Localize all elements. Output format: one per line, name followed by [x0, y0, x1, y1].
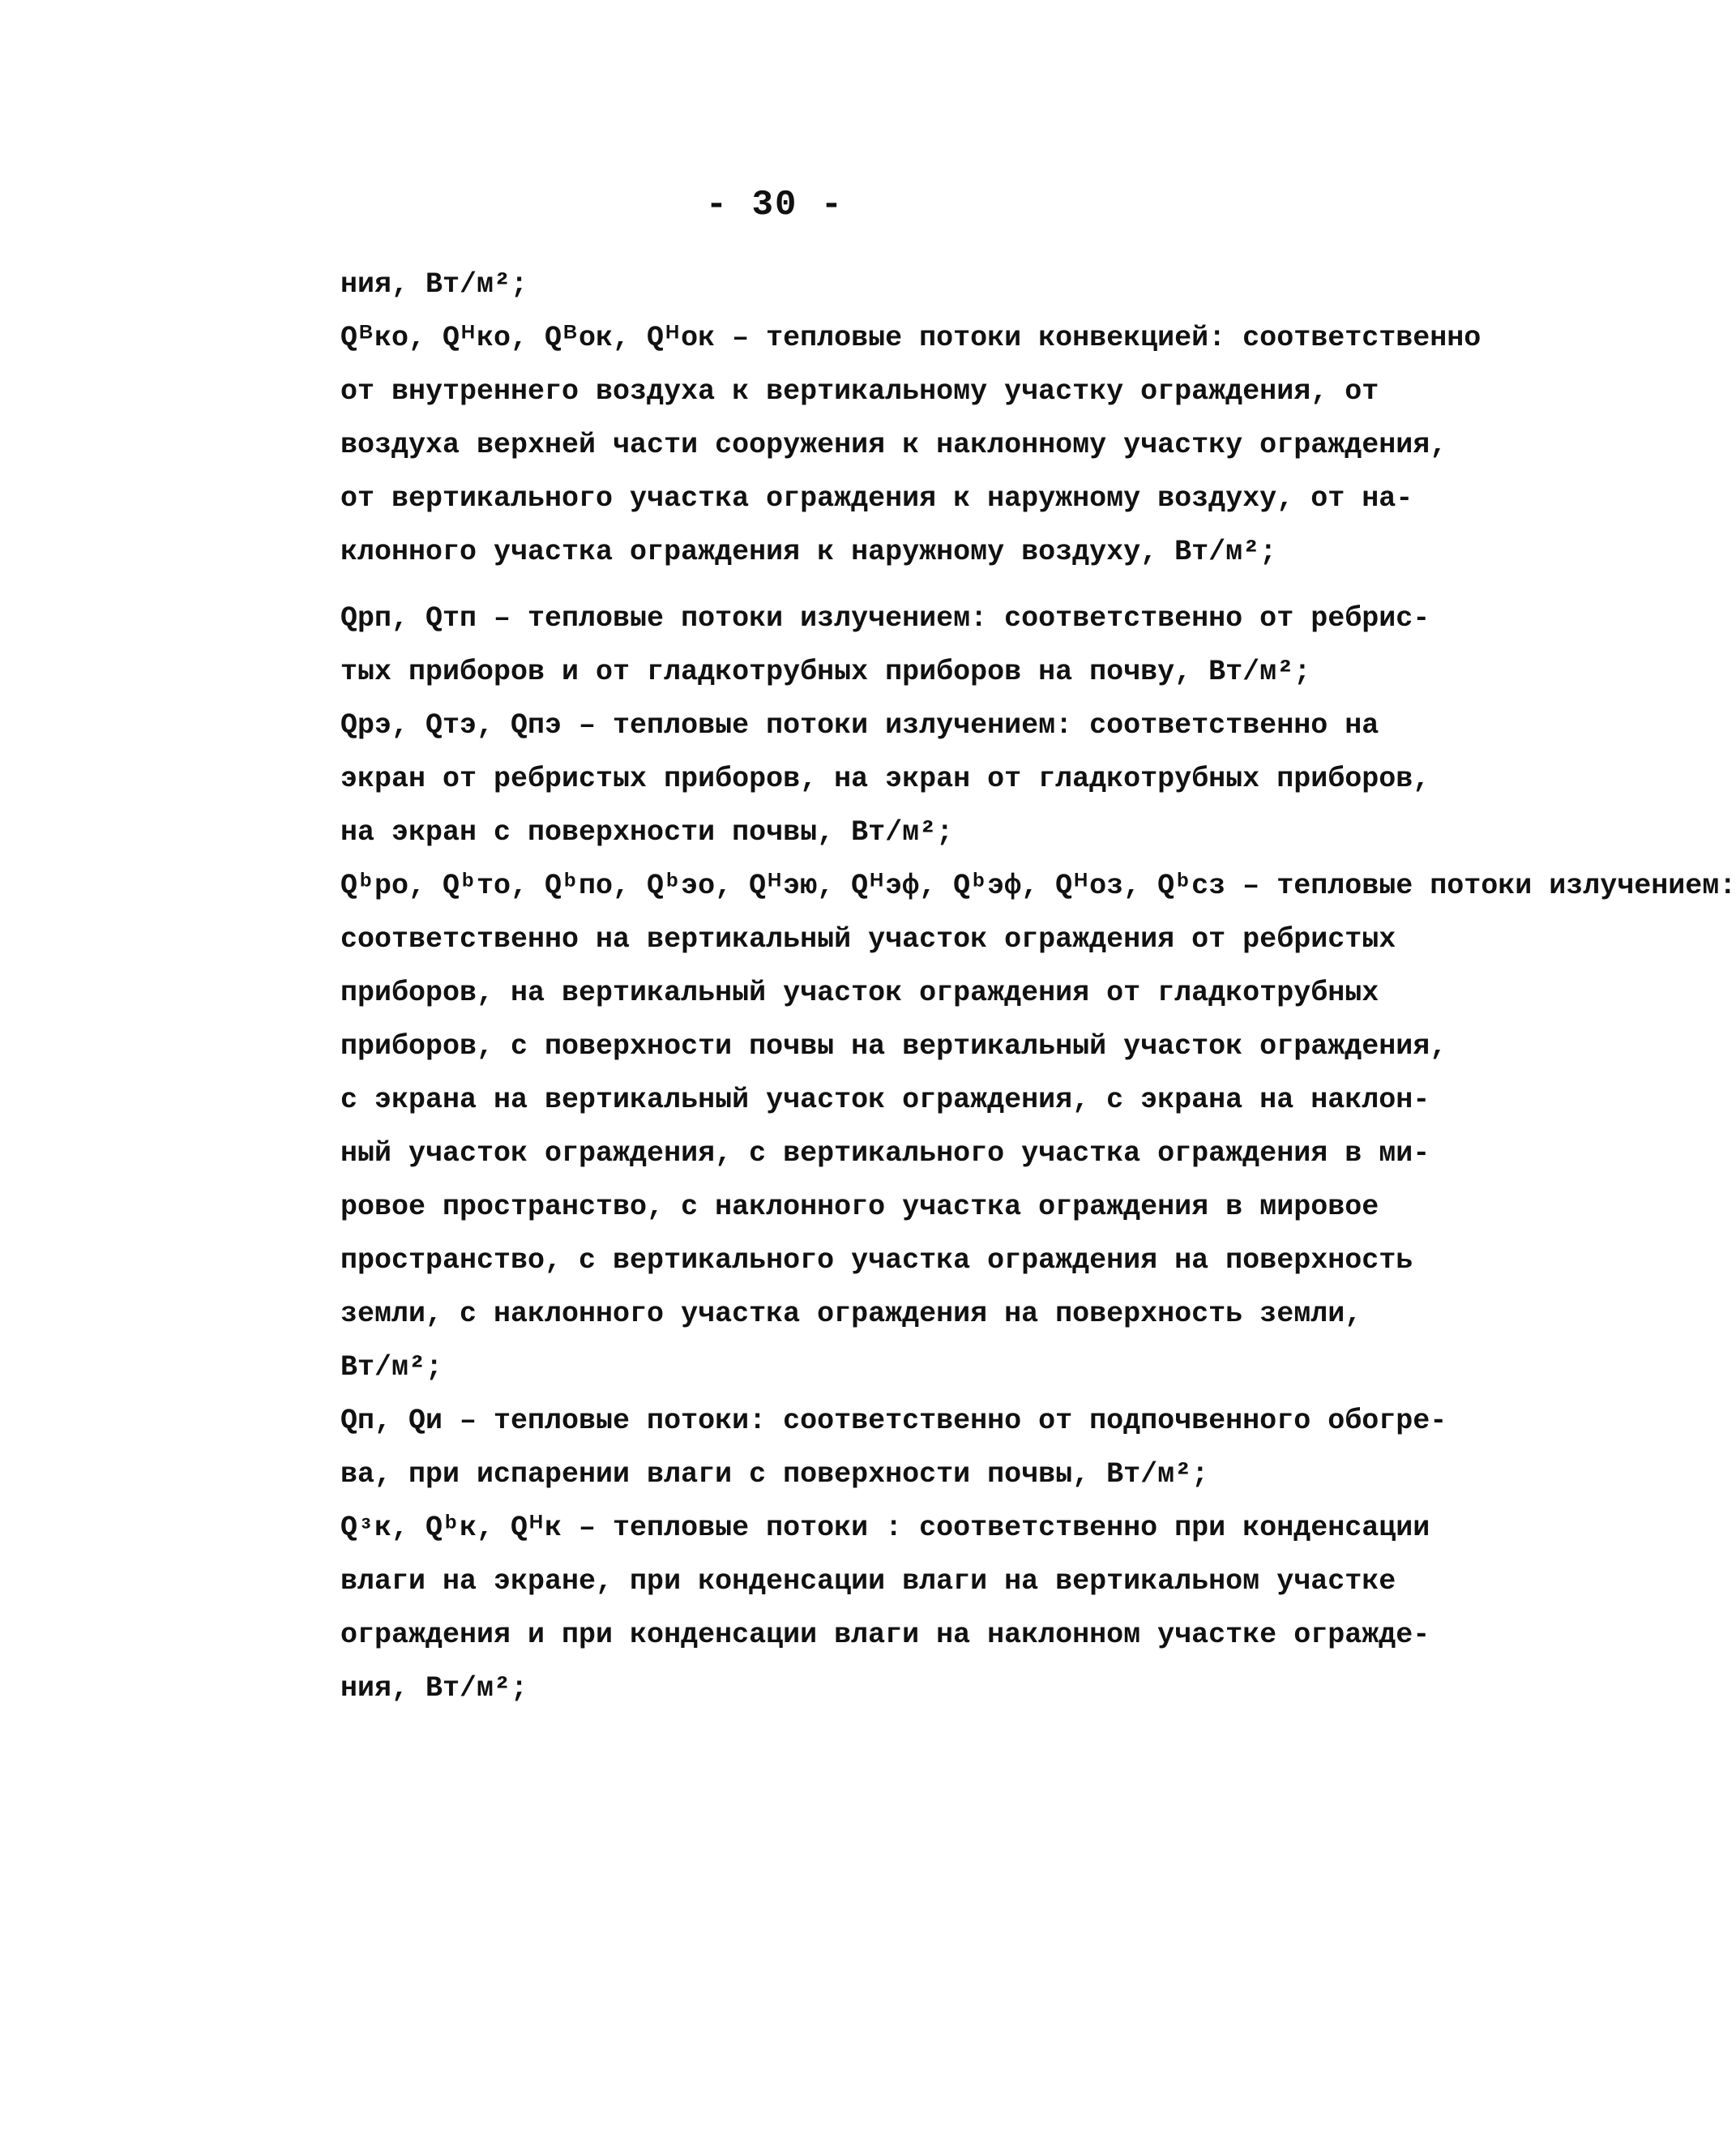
text-line: от внутреннего воздуха к вертикальному участку ограждения, от	[340, 375, 1379, 408]
text-line: ровое пространство, с наклонного участка ограждения в мировое	[340, 1191, 1379, 1223]
text-line: Qᵇро, Qᵇто, Qᵇпо, Qᵇэо, Qᴴэю, Qᴴэф, Qᵇэф, Qᴴоз, Qᵇсз – тепловые потоки излучением:	[340, 870, 1736, 902]
text-line: Qᵌк, Qᵇк, Qᴴк – тепловые потоки : соответственно при конденсации	[340, 1512, 1430, 1544]
paragraph-gap	[340, 579, 1386, 592]
text-line: приборов, на вертикальный участок ограждения от гладкотрубных	[340, 977, 1379, 1009]
text-line: от вертикального участка ограждения к наружному воздуху, от на-	[340, 482, 1413, 515]
text-line: Qрэ, Qтэ, Qпэ – тепловые потоки излучением: соответственно на	[340, 709, 1379, 742]
text-line: Вт/м²;	[340, 1351, 443, 1384]
text-line: с экрана на вертикальный участок ограждения, с экрана на наклон-	[340, 1084, 1430, 1116]
body-text	[340, 258, 1736, 1715]
text-line: ния, Вт/м²;	[340, 1672, 528, 1705]
text-line: ва, при испарении влаги с поверхности почвы, Вт/м²;	[340, 1458, 1209, 1491]
text-line: Qрп, Qтп – тепловые потоки излучением: соответственно от ребрис-	[340, 602, 1430, 635]
text-line: земли, с наклонного участка ограждения на поверхность земли,	[340, 1298, 1362, 1330]
text-line: экран от ребристых приборов, на экран от гладкотрубных приборов,	[340, 763, 1430, 795]
text-line: ограждения и при конденсации влаги на наклонном участке огражде-	[340, 1619, 1430, 1651]
text-line: тых приборов и от гладкотрубных приборов на почву, Вт/м²;	[340, 656, 1311, 688]
text-line: приборов, с поверхности почвы на вертикальный участок ограждения,	[340, 1030, 1447, 1063]
page-number: - 30 -	[705, 185, 844, 225]
text-line: пространство, с вертикального участка ограждения на поверхность	[340, 1244, 1413, 1277]
text-line: влаги на экране, при конденсации влаги на вертикальном участке	[340, 1565, 1396, 1598]
text-line: ния, Вт/м²;	[340, 268, 528, 301]
text-line: Qп, Qи – тепловые потоки: соответственно от подпочвенного обогре-	[340, 1405, 1447, 1437]
text-line: на экран с поверхности почвы, Вт/м²;	[340, 816, 954, 849]
text-line: воздуха верхней части сооружения к наклонному участку ограждения,	[340, 429, 1447, 461]
text-line: клонного участка ограждения к наружному воздуху, Вт/м²;	[340, 536, 1277, 568]
text-line: Qᴮко, Qᴴко, Qᴮок, Qᴴок – тепловые потоки конвекцией: соответственно	[340, 322, 1482, 354]
text-line: соответственно на вертикальный участок ограждения от ребристых	[340, 923, 1396, 956]
text-line: ный участок ограждения, с вертикального участка ограждения в ми-	[340, 1137, 1430, 1170]
